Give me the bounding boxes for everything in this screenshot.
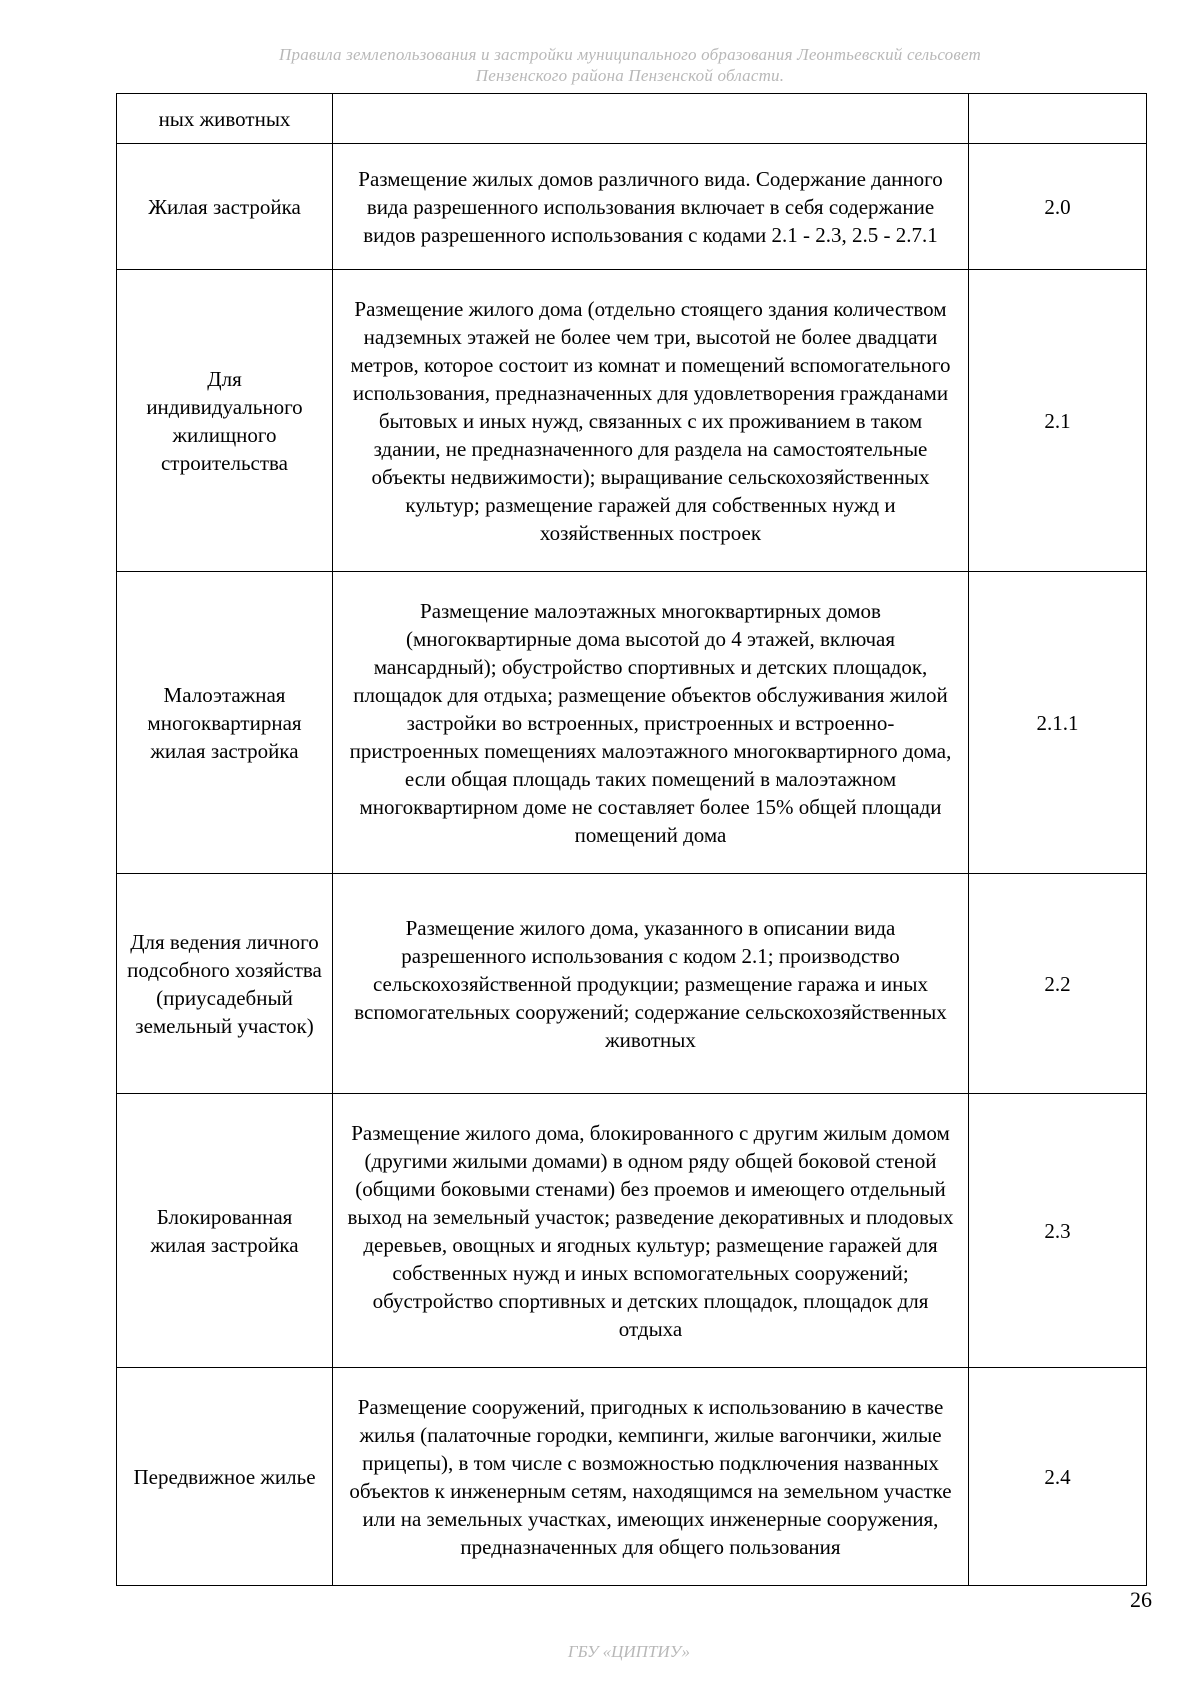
use-type-name: Передвижное жилье (117, 1368, 333, 1586)
table-row (117, 270, 1147, 572)
use-type-description: Размещение сооружений, пригодных к использованию в качестве жилья (палаточные городки, кемпинги, жилые вагончики, жилые прицепы), в том числе с возможностью подключения названных объектов к инженерным сетям, находящимся на земельном участке или на земельных участках, имеющих инженерные сооружения, предназначенных для общего пользования (333, 1368, 969, 1586)
use-type-code: 2.2 (969, 874, 1147, 1094)
use-type-name: ных животных (117, 94, 333, 144)
page-number: 26 (1130, 1587, 1152, 1612)
table-row (117, 1368, 1147, 1586)
use-type-code: 2.1 (969, 270, 1147, 572)
table-row (117, 94, 1147, 144)
use-type-code (969, 94, 1147, 144)
use-type-name: Для ведения личного подсобного хозяйства (приусадебный земельный участок) (117, 874, 333, 1094)
use-type-name: Жилая застройка (117, 144, 333, 270)
use-type-name: Блокированная жилая застройка (117, 1094, 333, 1368)
use-type-code: 2.3 (969, 1094, 1147, 1368)
table-row (117, 1094, 1147, 1368)
use-type-description: Размещение жилых домов различного вида. Содержание данного вида разрешенного использования включает в себя содержание видов разрешенного использования с кодами 2.1 - 2.3, 2.5 - 2.7.1 (333, 144, 969, 270)
use-type-description: Размещение жилого дома (отдельно стоящего здания количеством надземных этажей не более чем три, высотой не более двадцати метров, которое состоит из комнат и помещений вспомогательного использования, предназначенных для удовлетворения гражданами бытовых и иных нужд, связанных с их проживанием в таком здании, не предназначенного для раздела на самостоятельные объекты недвижимости); выращивание сельскохозяйственных культур; размещение гаражей для собственных нужд и хозяйственных построек (333, 270, 969, 572)
running-footer: ГБУ «ЦИПТИУ» (567, 1642, 691, 1661)
table-row (117, 874, 1147, 1094)
table-row (117, 572, 1147, 874)
use-type-name: Для индивидуального жилищного строительства (117, 270, 333, 572)
use-type-name: Малоэтажная многоквартирная жилая застройка (117, 572, 333, 874)
use-type-description: Размещение жилого дома, указанного в описании вида разрешенного использования с кодом 2.1; производство сельскохозяйственной продукции; размещение гаража и иных вспомогательных сооружений; содержание сельскохозяйственных животных (333, 874, 969, 1094)
use-type-code: 2.0 (969, 144, 1147, 270)
header-line-1: Правила землепользования и застройки муниципального образования Леонтьевский сельсовет (279, 45, 981, 64)
use-type-code: 2.1.1 (969, 572, 1147, 874)
running-header (0, 44, 1200, 86)
use-type-description: Размещение жилого дома, блокированного с другим жилым домом (другими жилыми домами) в одном ряду общей боковой стеной (общими боковыми стенами) без проемов и имеющего отдельный выход на земельный участок; разведение декоративных и плодовых деревьев, овощных и ягодных культур; размещение гаражей для собственных нужд и иных вспомогательных сооружений; обустройство спортивных и детских площадок, площадок для отдыха (333, 1094, 969, 1368)
use-type-code: 2.4 (969, 1368, 1147, 1586)
header-line-2: Пензенского района Пензенской области. (475, 66, 785, 85)
use-type-description: Размещение малоэтажных многоквартирных домов (многоквартирные дома высотой до 4 этажей, включая мансардный); обустройство спортивных и детских площадок, площадок для отдыха; размещение объектов обслуживания жилой застройки во встроенных, пристроенных и встроенно-пристроенных помещениях малоэтажного многоквартирного дома, если общая площадь таких помещений в малоэтажном многоквартирном доме не составляет более 15% общей площади помещений дома (333, 572, 969, 874)
land-use-table (116, 93, 1147, 1586)
use-type-description (333, 94, 969, 144)
table-row (117, 144, 1147, 270)
